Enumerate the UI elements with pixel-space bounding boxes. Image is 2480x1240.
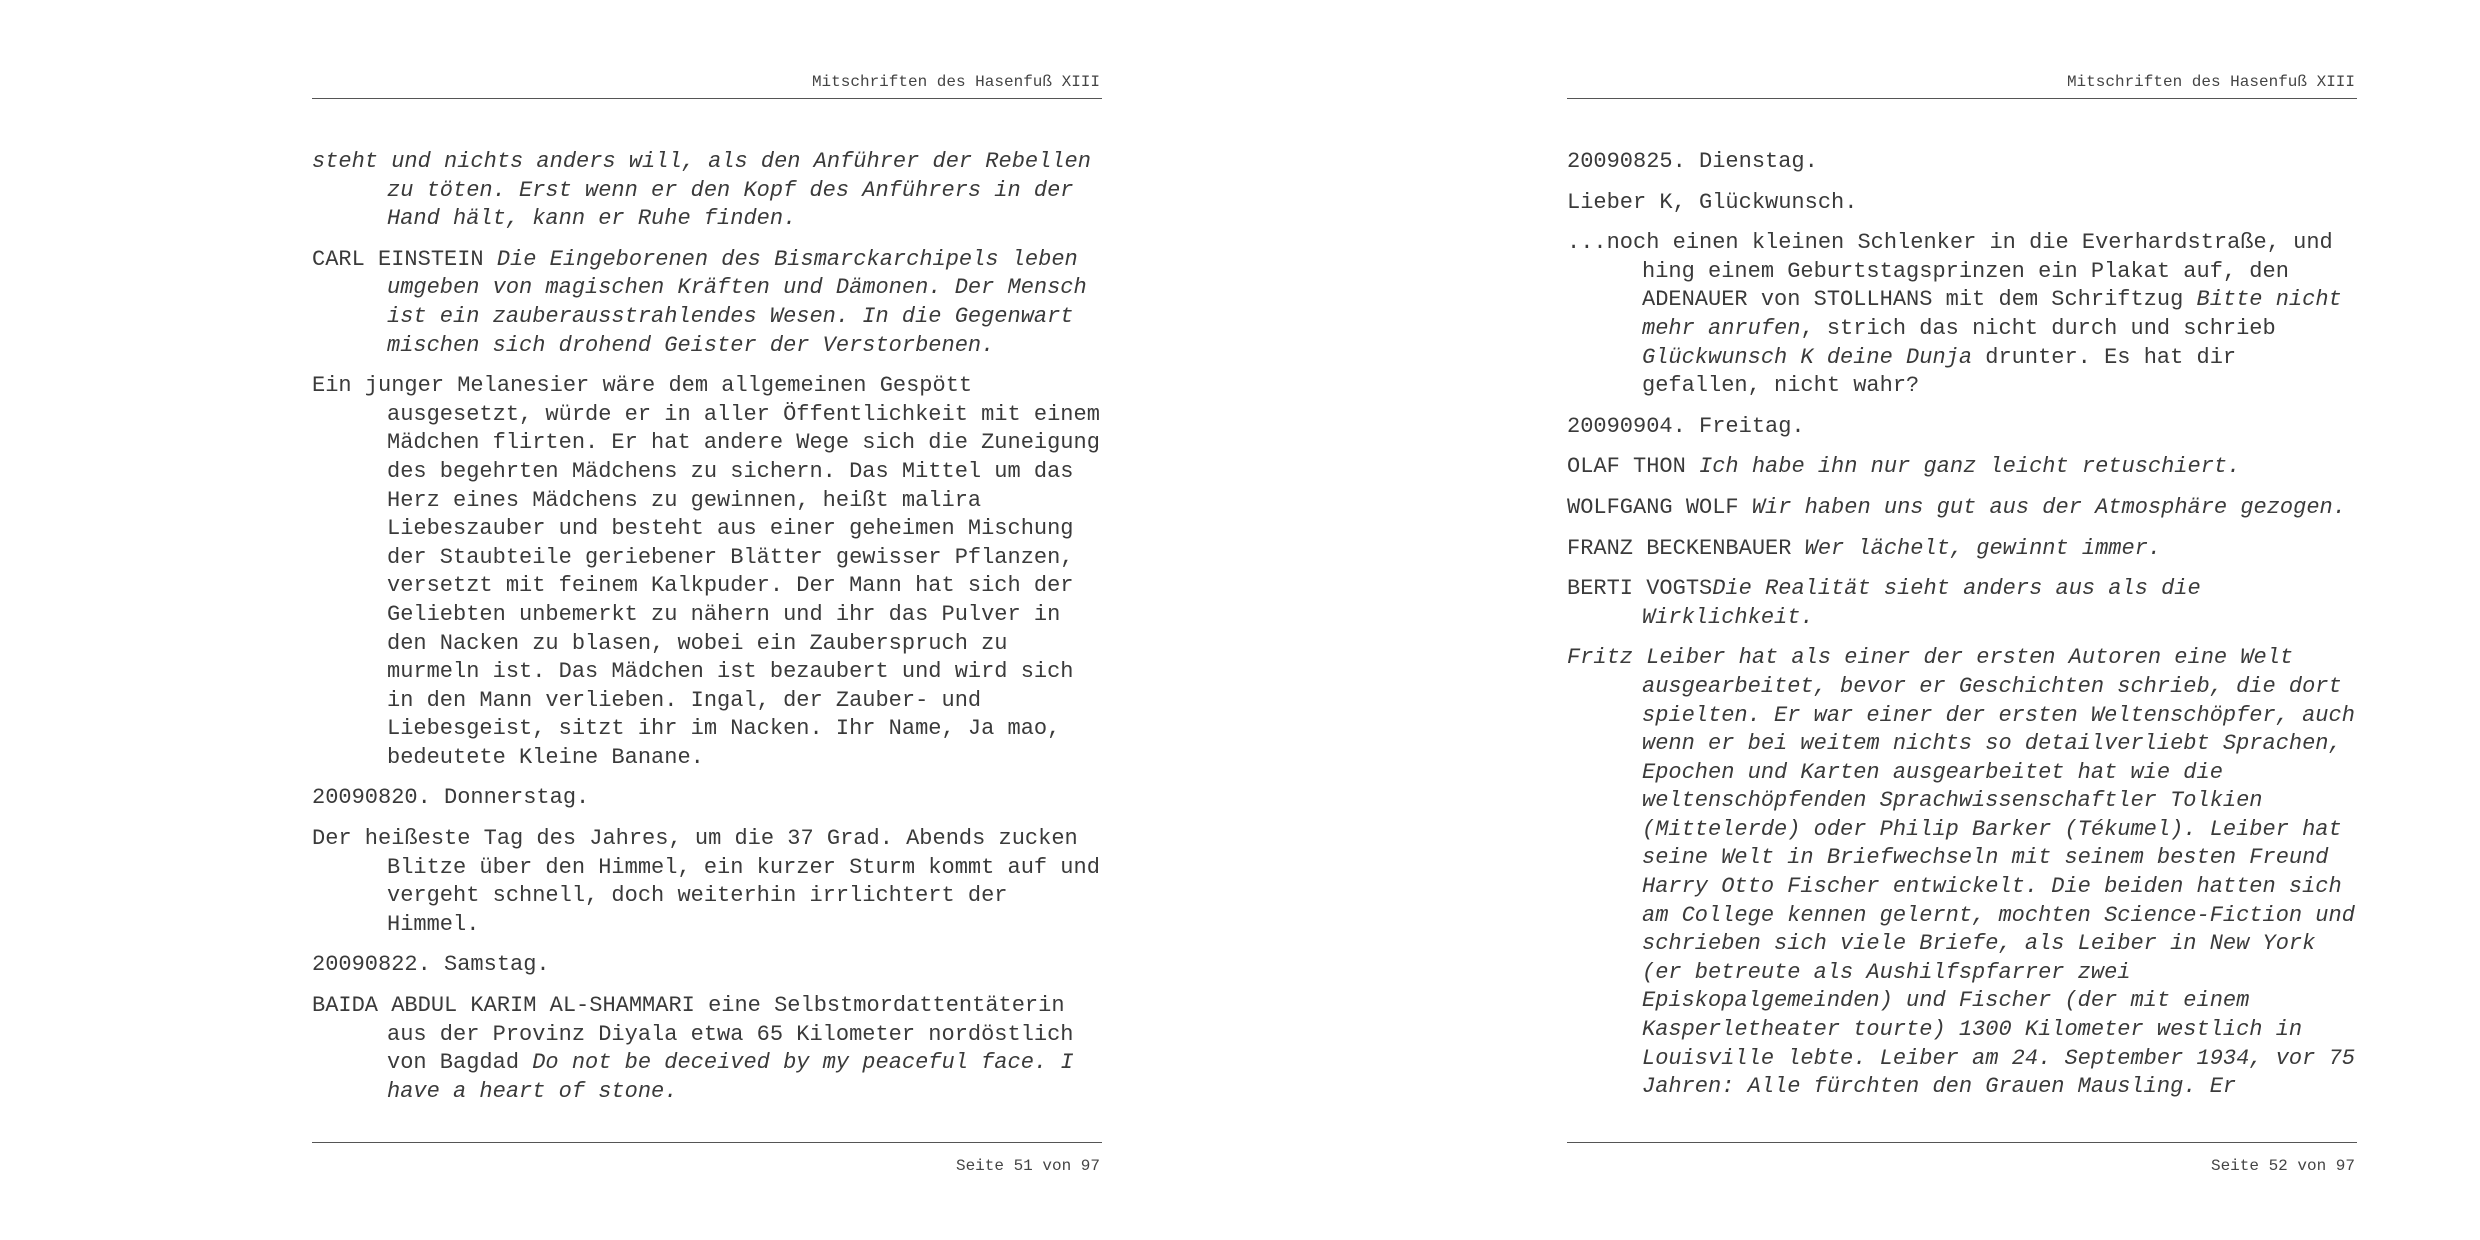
date-heading xyxy=(312,784,1102,813)
page-body xyxy=(312,148,1102,1118)
page-header xyxy=(312,72,1102,99)
paragraph-text: ...noch einen kleinen Schlenker in die Everhardstraße, und hing einem Geburtstagsprinzen ein Plakat auf, den ADENAUER von STOLLHANS mit dem Schriftzug xyxy=(1567,230,2333,313)
paragraph-text: drunter. Es hat dir gefallen, nicht wahr? xyxy=(1642,344,2237,399)
date-heading xyxy=(1567,148,2357,177)
quote-text: Ich habe ihn nur ganz leicht retuschiert. xyxy=(1699,454,2241,480)
date-text: 20090820. Donnerstag. xyxy=(312,785,590,811)
page-number: Seite 52 von 97 xyxy=(2210,1157,2355,1175)
paragraph-text: Lieber K, Glückwunsch. xyxy=(1567,189,1858,215)
page-footer xyxy=(312,1142,1102,1182)
speaker-name: OLAF THON xyxy=(1567,454,1686,480)
text-paragraph xyxy=(312,372,1102,772)
speaker-name: FRANZ BECKENBAUER xyxy=(1567,535,1792,561)
quote-text: Wir haben uns gut aus der Atmosphäre gezogen. xyxy=(1751,494,2346,520)
page-footer xyxy=(1567,1142,2357,1182)
quote-text: Wer lächelt, gewinnt immer. xyxy=(1804,535,2162,561)
quote-entry xyxy=(1567,575,2357,632)
date-heading xyxy=(312,951,1102,980)
quote-entry xyxy=(1567,494,2357,523)
date-text: 20090904. Freitag. xyxy=(1567,413,1805,439)
text-paragraph xyxy=(1567,189,2357,218)
quote-text: steht und nichts anders will, als den Anführer der Rebellen zu töten. Erst wenn er den Kopf des Anführers in der Hand hält, kann er Ruhe finden. xyxy=(312,149,1091,232)
date-heading xyxy=(1567,413,2357,442)
quote-text: Do not be deceived by my peaceful face. I have a heart of stone. xyxy=(387,1050,1074,1104)
page-number: Seite 51 von 97 xyxy=(955,1157,1100,1175)
quote-entry xyxy=(312,992,1102,1106)
quote-text: Die Eingeborenen des Bismarckarchipels leben umgeben von magischen Kräften und Dämonen. Der Mensch ist ein zauberausstrahlendes Wesen. In die Gegenwart mischen sich drohend Geister der Verstorbenen. xyxy=(387,246,1087,358)
text-paragraph xyxy=(1567,644,2357,1102)
quote-text: Fritz Leiber hat als einer der ersten Autoren eine Welt ausgearbeitet, bevor er Geschichten schrieb, die dort spielten. Er war einer der ersten Weltenschöpfer, auch wenn er bei weitem nichts so detailverliebt Sprachen, Epochen und Karten ausgearbeitet hat wie die weltenschöpfenden Sprachwissenschaftler Tolkien (Mittelerde) oder Philip Barker (Tékumel). Leiber hat seine Welt in Briefwechseln mit seinem besten Freund Harry Otto Fischer entwickelt. Die beiden hatten sich am College kennen gelernt, mochten Science-Fiction und schrieben sich viele Briefe, als Leiber in New York (er betreute als Aushilfspfarrer zwei Episkopalgemeinden) und Fischer (der mit einem Kasperletheater tourte) 1300 Kilometer westlich in Louisville lebte. Leiber am 24. September 1934, vor 75 Jahren: Alle fürchten den Grauen Mausling. Er xyxy=(1567,645,2355,1100)
page-header xyxy=(1567,72,2357,99)
paragraph-text: Ein junger Melanesier wäre dem allgemeinen Gespött ausgesetzt, würde er in aller Öffentlichkeit mit einem Mädchen flirten. Er hat andere Wege sich die Zuneigung des begehrten Mädchens zu sichern. Das Mittel um das Herz eines Mädchens zu gewinnen, heißt malira Liebeszauber und besteht aus einer geheimen Mischung der Staubteile geriebener Blätter gewisser Pflanzen, versetzt mit feinem Kalkpuder. Der Mann hat sich der Geliebten unbemerkt zu nähern und ihr das Pulver in den Nacken zu blasen, wobei ein Zauberspruch zu murmeln ist. Das Mädchen ist bezaubert und wird sich in den Mann verlieben. Ingal, der Zauber- und Liebesgeist, sitzt ihr im Nacken. Ihr Name, Ja mao, bedeutete Kleine Banane. xyxy=(312,373,1100,770)
text-paragraph xyxy=(1567,229,2357,401)
quote-entry xyxy=(1567,453,2357,482)
paragraph-text: , strich das nicht durch und schrieb xyxy=(1800,315,2276,341)
right-page xyxy=(1567,0,2357,1240)
header-title: Mitschriften des Hasenfuß XIII xyxy=(811,73,1100,91)
speaker-name: BAIDA ABDUL KARIM AL-SHAMMARI xyxy=(312,993,695,1019)
quote-text: Die Realität sieht anders aus als die Wirklichkeit. xyxy=(1642,576,2201,630)
speaker-name: BERTI VOGTS xyxy=(1567,576,1713,602)
quote-entry xyxy=(312,246,1102,360)
quote-text: Bitte nicht mehr anrufen xyxy=(1642,287,2342,341)
speaker-name: WOLFGANG WOLF xyxy=(1567,494,1739,520)
quote-text: Glückwunsch K deine Dunja xyxy=(1642,344,1973,370)
header-title: Mitschriften des Hasenfuß XIII xyxy=(2066,73,2355,91)
paragraph-text: eine Selbstmordattentäterin aus der Provinz Diyala etwa 65 Kilometer nordöstlich von Bagdad xyxy=(387,993,1074,1076)
text-paragraph xyxy=(312,825,1102,939)
text-paragraph xyxy=(312,148,1102,234)
page-body xyxy=(1567,148,2357,1114)
quote-entry xyxy=(1567,535,2357,564)
speaker-name: CARL EINSTEIN xyxy=(312,246,484,272)
left-page xyxy=(312,0,1102,1240)
paragraph-text: Der heißeste Tag des Jahres, um die 37 Grad. Abends zucken Blitze über den Himmel, ein kurzer Sturm kommt auf und vergeht schnell, doch weiterhin irrlichtert der Himmel. xyxy=(312,826,1100,937)
date-text: 20090822. Samstag. xyxy=(312,952,550,978)
date-text: 20090825. Dienstag. xyxy=(1567,149,1818,174)
